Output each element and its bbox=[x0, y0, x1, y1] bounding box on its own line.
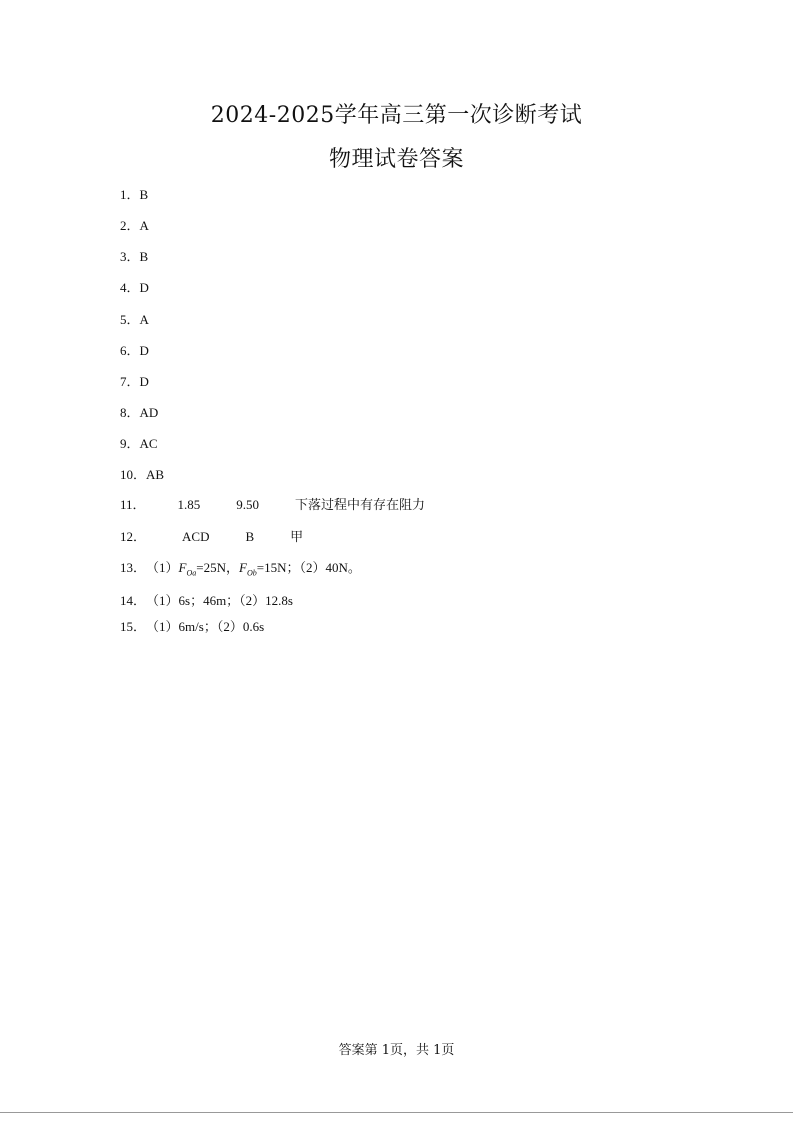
page-bottom-divider bbox=[0, 1112, 793, 1113]
answer-row-12: 12． ACD B 甲 bbox=[120, 529, 304, 544]
answer-row-6: 6．D bbox=[120, 343, 149, 358]
answer-row-13: 13．$(1)F_{Oa}=25N$，$F_{Ob}=15N$；（2）40N。 bbox=[120, 560, 361, 578]
answer-row-3: 3．B bbox=[120, 249, 149, 264]
answer-row-14: 14．（1）6s；46m；（2）12.8s bbox=[120, 593, 293, 608]
answer-row-8: 8．AD bbox=[120, 405, 159, 420]
answer-row-1: 1．B bbox=[120, 187, 149, 202]
answer-row-5: 5．A bbox=[120, 312, 149, 327]
q12-answer-a: ACD bbox=[182, 529, 210, 544]
exam-subtitle: 物理试卷答案 bbox=[328, 147, 464, 172]
answer-row-15: 15．（1）6m/s；（2）0.6s bbox=[120, 619, 265, 634]
answer-row-4: 4．D bbox=[120, 280, 149, 295]
answer-row-10: 10．AB bbox=[120, 467, 165, 482]
q11-answer-c: 下落过程中有存在阻力 bbox=[295, 497, 426, 512]
q11-answer-a: 1.85 bbox=[177, 497, 201, 512]
exam-title: 2024-2025学年高三第一次诊断考试 bbox=[210, 103, 583, 128]
q11-answer-b: 9.50 bbox=[236, 497, 260, 512]
page-footer: 答案第 1页，共 1页 bbox=[338, 1043, 455, 1058]
answer-row-11: 11． 1.85 9.50 下落过程中有存在阻力 bbox=[120, 497, 426, 512]
answer-row-7: 7．D bbox=[120, 374, 149, 389]
q12-answer-b: B bbox=[245, 529, 255, 544]
q12-answer-c: 甲 bbox=[290, 529, 304, 544]
answer-row-2: 2．A bbox=[120, 218, 149, 233]
force-symbol: F bbox=[178, 560, 187, 575]
answer-row-9: 9．AC bbox=[120, 436, 158, 451]
force-symbol: F bbox=[239, 560, 247, 575]
